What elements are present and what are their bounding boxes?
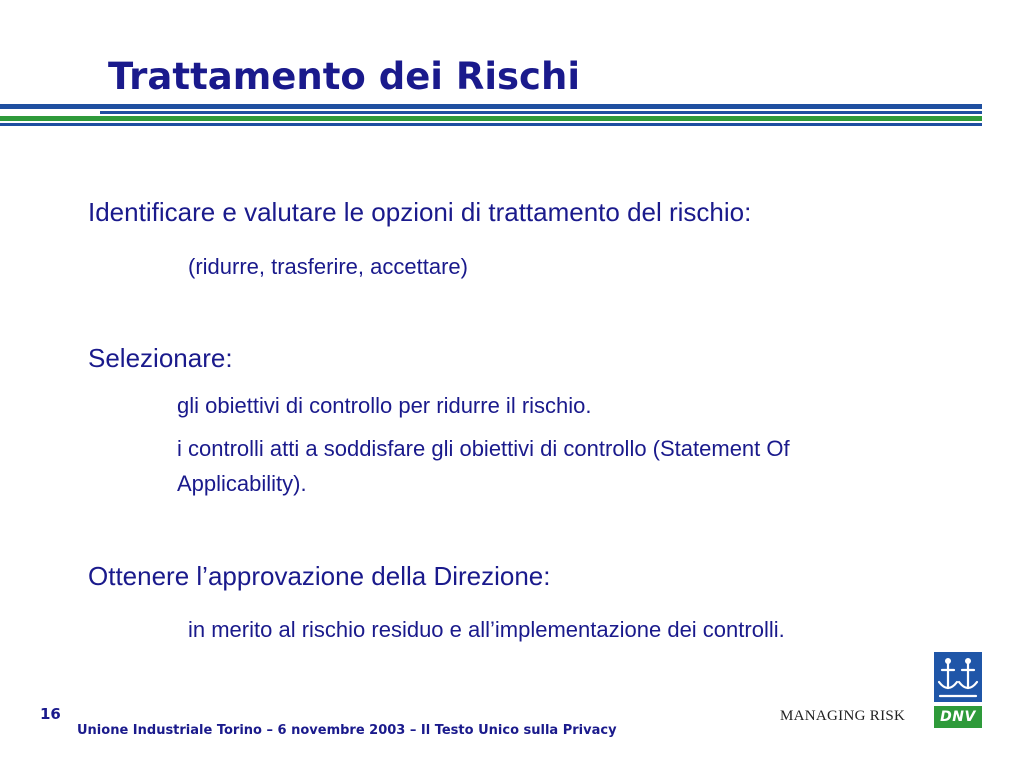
dnv-logo-text: DNV [940, 709, 976, 725]
item3-heading: Ottenere l’approvazione della Direzione: [88, 561, 551, 591]
item2-sub2-line1: i controlli atti a soddisfare gli obiettivi di controllo (Statement Of [177, 436, 790, 461]
item2-heading: Selezionare: [88, 343, 233, 373]
page-number: 16 [40, 705, 61, 723]
managing-risk-tagline: MANAGING RISK [780, 708, 906, 724]
header-rule-blue-top [0, 104, 982, 109]
header-rule-blue-bottom [0, 123, 982, 126]
item1-sub: (ridurre, trasferire, accettare) [188, 254, 468, 279]
header-rule-blue-mid [100, 111, 982, 114]
item1-heading: Identificare e valutare le opzioni di trattamento del rischio: [88, 197, 752, 227]
header-rule-green [0, 116, 982, 121]
slide-title: Trattamento dei Rischi [108, 55, 581, 98]
anchor-figures-icon [934, 652, 982, 702]
footer-text: Unione Industriale Torino – 6 novembre 2003 – Il Testo Unico sulla Privacy [77, 723, 617, 738]
item3-sub: in merito al rischio residuo e all’implementazione dei controlli. [188, 617, 785, 642]
item2-sub1: gli obiettivi di controllo per ridurre il rischio. [177, 393, 592, 418]
item2-sub2-line2: Applicability). [177, 471, 307, 496]
dnv-logo [934, 706, 982, 728]
